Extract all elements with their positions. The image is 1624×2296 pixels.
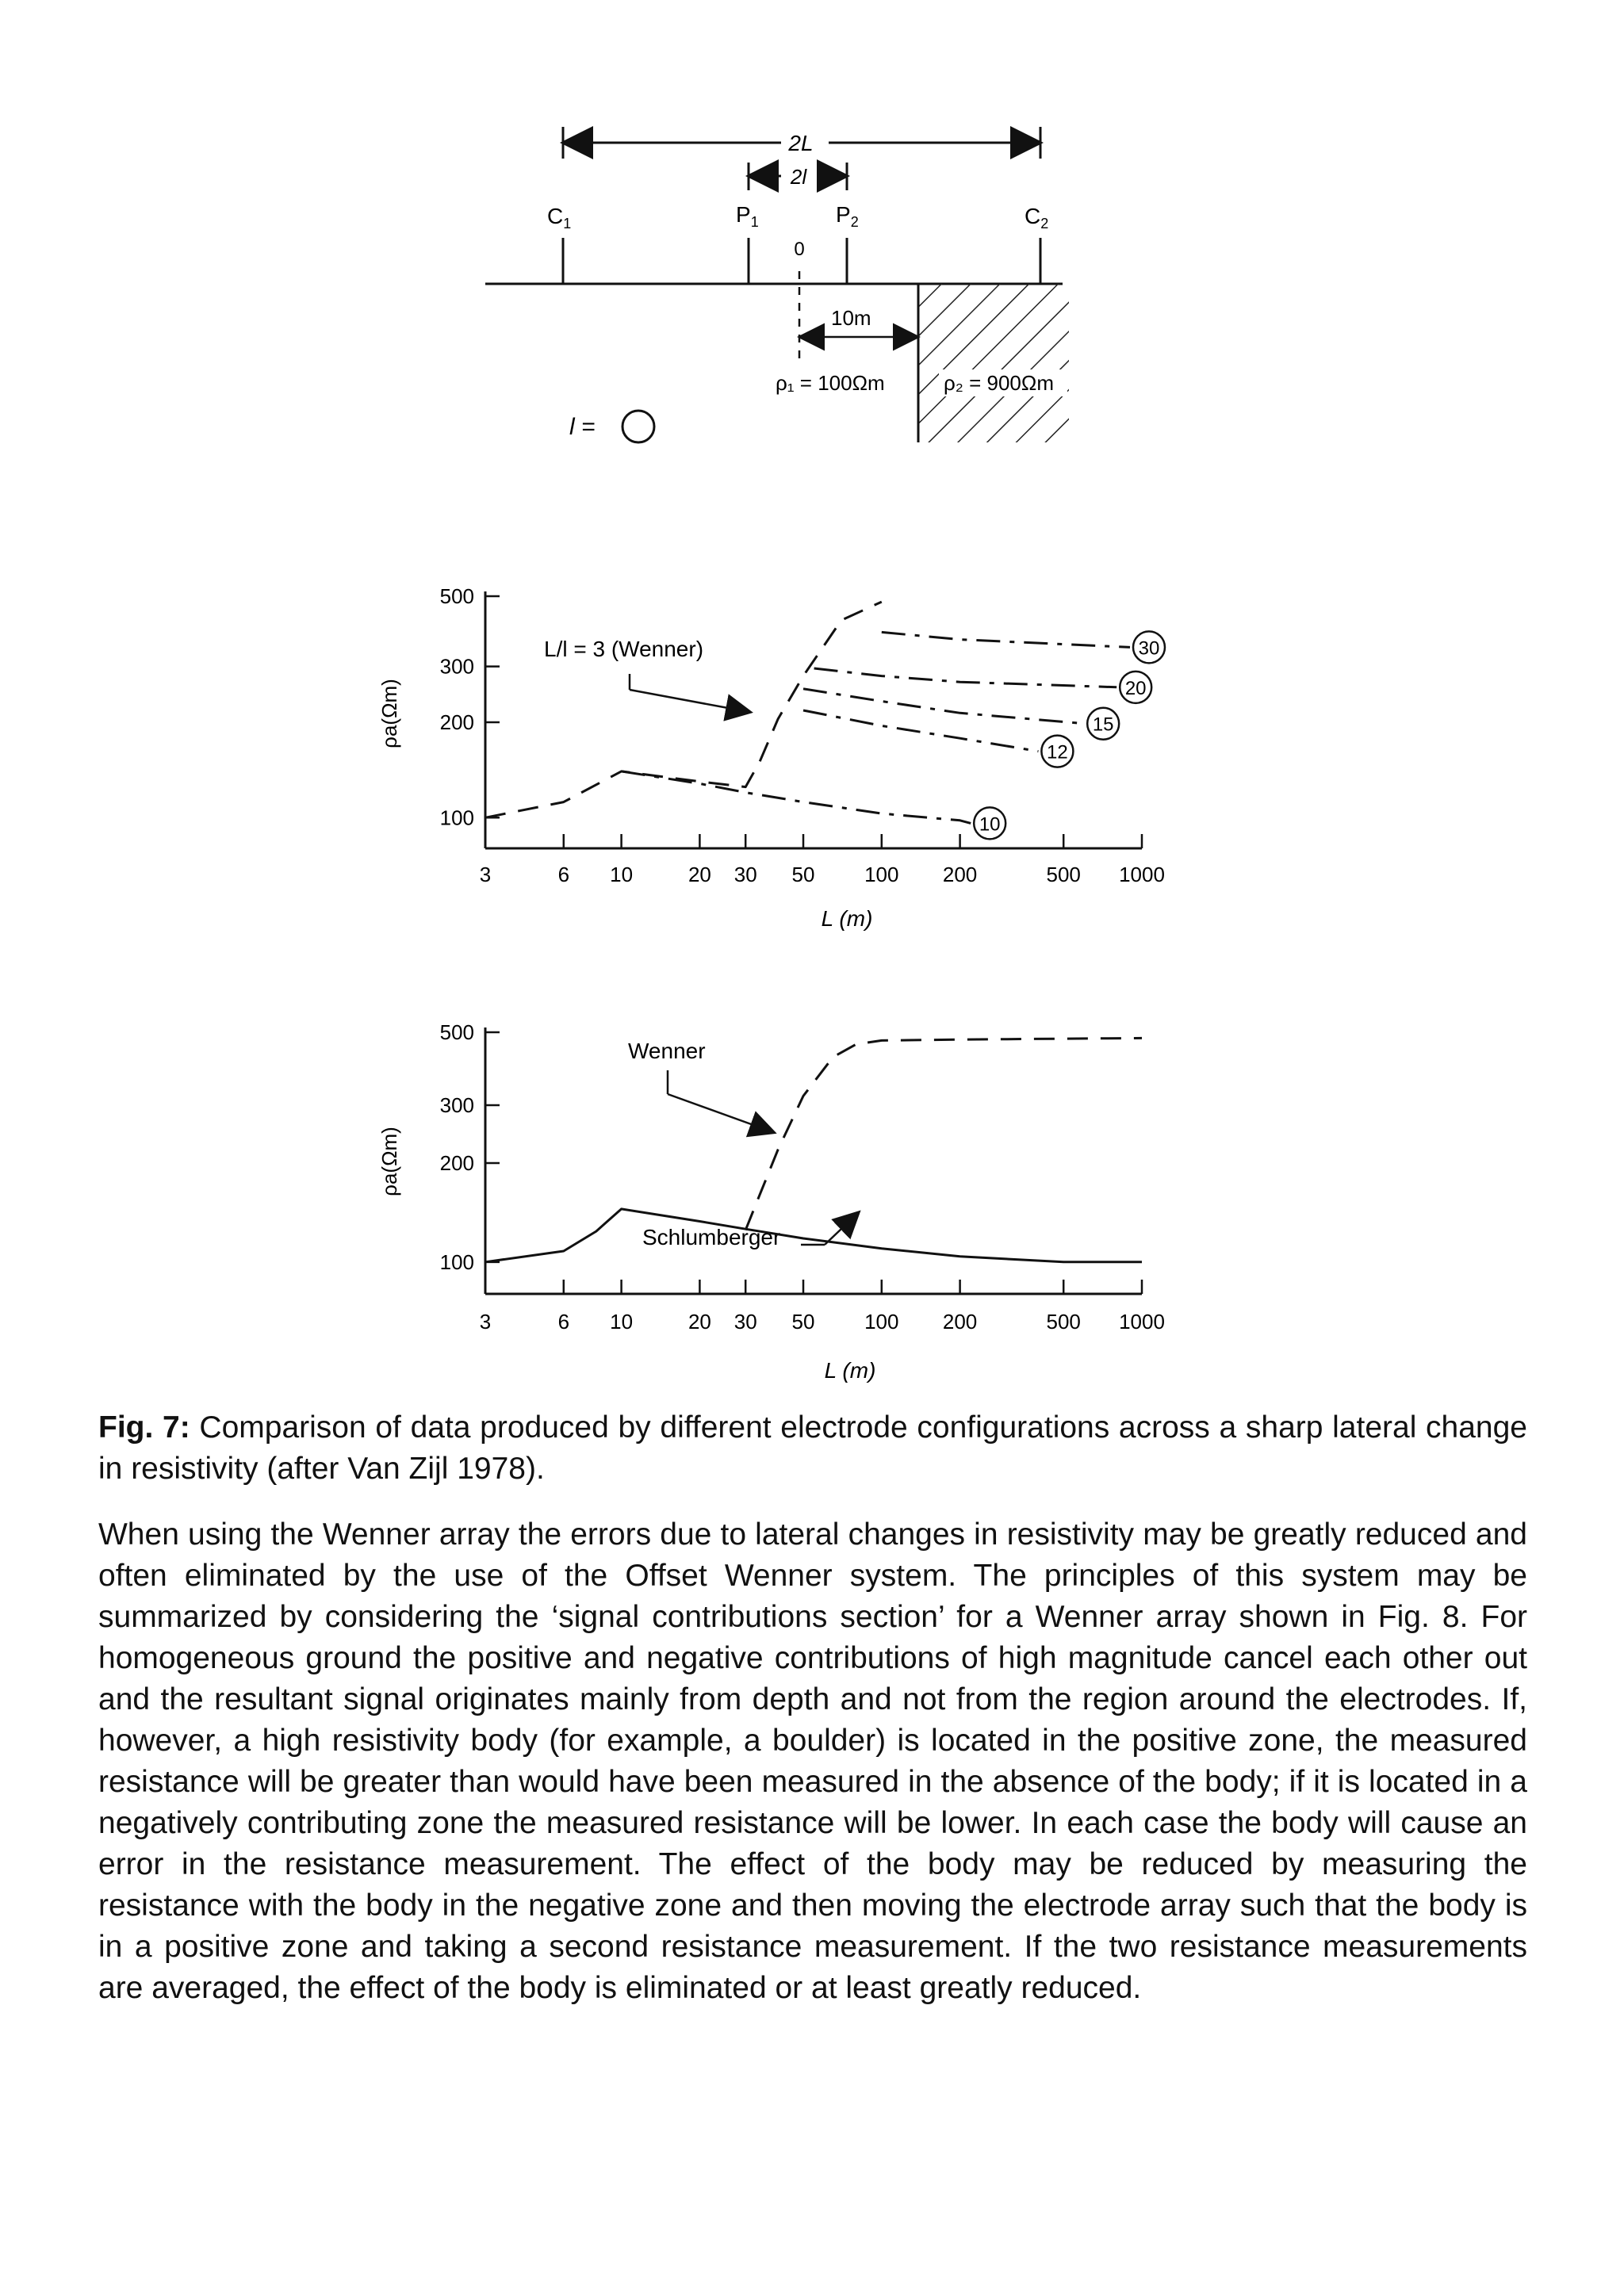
chart-2-axes	[440, 1020, 1165, 1334]
x-tick-label: 1000	[1119, 863, 1165, 886]
electrode-diagram	[485, 127, 1069, 442]
x-tick-label: 6	[557, 1310, 570, 1334]
x-tick-label: 500	[1046, 863, 1081, 886]
curve-tag-label: 15	[1092, 714, 1114, 736]
center-label: 0	[794, 239, 805, 260]
span-2L-label: 2L	[788, 131, 814, 155]
curve-tag-label: 30	[1138, 637, 1160, 660]
l-circle-icon	[622, 411, 654, 442]
chart-2	[377, 1020, 1165, 1383]
chart-1-ylabel: ρa(Ωm)	[377, 679, 401, 748]
x-tick-label: 20	[688, 1310, 711, 1334]
x-tick-label: 100	[864, 1310, 899, 1334]
y-tick-label: 300	[439, 1093, 474, 1117]
x-tick-label: 500	[1046, 1310, 1081, 1334]
x-tick-label: 30	[733, 1310, 757, 1334]
x-tick-label: 10	[610, 1310, 634, 1334]
rho1-label: ρ₁ = 100Ωm	[776, 371, 885, 395]
chart-1	[377, 584, 1165, 931]
chart-2-label-wenner: Wenner	[628, 1039, 706, 1063]
chart-1-annotation: L/l = 3 (Wenner)	[544, 637, 704, 661]
chart-2-schlumberger-arrow	[825, 1213, 858, 1245]
span-2l-label: 2l	[790, 165, 807, 189]
series-10-line	[622, 771, 971, 824]
offset-label: 10m	[831, 306, 871, 330]
high-resistivity-block	[918, 284, 1069, 442]
figure-caption	[98, 1407, 1527, 1490]
series-15-line	[803, 689, 1084, 724]
chart-2-xlabel: L (m)	[824, 1358, 876, 1383]
chart-2-label-schlumberger: Schlumberger	[642, 1225, 781, 1249]
chart-1-annotation-arrow	[630, 690, 749, 712]
body-paragraph: When using the Wenner array the errors due to lateral changes in resistivity may be greatly reduced and often eliminated by the use of the Offset Wenner system. The principles of this system may be summarized by considering the ‘signal contributions section’ for a Wenner array shown in Fig. 8. For homogeneous ground the positive and negative contributions of high magnitude cancel each other out and the resultant signal originates mainly from depth and not from the region around the electrodes. If, however, a high resistivity body (for example, a boulder) is located in the positive zone, the measured resistance will be greater than would have been measured in the absence of the body; if it is located in a negatively contributing zone the measured resistance will be lower. In each case the body will cause an error in the resistance measurement. The effect of the body may be reduced by measuring the resistance with the body in the negative zone and then moving the electrode array such that the body is in a positive zone and taking a second resistance measurement. If the two resistance measurements are averaged, the effect of the body is eliminated or at least greatly reduced.	[98, 1517, 1527, 2005]
x-tick-label: 1000	[1119, 1310, 1165, 1334]
x-tick-label: 100	[864, 863, 899, 886]
chart-2-wenner-arrow	[668, 1094, 773, 1132]
y-tick-label: 500	[439, 584, 474, 608]
electrode-p2-label: $P_2$	[836, 202, 859, 230]
series-schlumberger-line	[485, 1209, 1142, 1262]
series-wenner-line	[485, 602, 882, 817]
y-tick-label: 200	[439, 710, 474, 734]
x-tick-label: 50	[791, 1310, 815, 1334]
curve-tag-label: 10	[979, 813, 1001, 836]
series-30-line	[882, 632, 1130, 647]
electrode-c1-label: $C_1$	[547, 204, 572, 232]
x-tick-label: 3	[479, 863, 492, 886]
electrode-p1-label: $P_1$	[736, 202, 759, 230]
y-tick-label: 500	[439, 1020, 474, 1044]
y-tick-label: 300	[439, 654, 474, 679]
curve-tag-label: 20	[1124, 677, 1147, 699]
x-tick-label: 6	[557, 863, 570, 886]
x-tick-label: 10	[610, 863, 634, 886]
caption-text: Comparison of data produced by different electrode configurations across a sharp lateral change in resistivity (after Van Zijl 1978).	[98, 1410, 1527, 1486]
l-equals-label: l =	[569, 414, 596, 440]
x-tick-label: 50	[791, 863, 815, 886]
series-20-line	[814, 668, 1117, 687]
chart-1-xlabel: L (m)	[821, 906, 873, 931]
curve-tag-label: 12	[1047, 741, 1068, 763]
x-tick-label: 200	[942, 1310, 978, 1334]
x-tick-label: 20	[688, 863, 711, 886]
y-tick-label: 200	[439, 1151, 474, 1175]
chart-2-ylabel: ρa(Ωm)	[377, 1127, 401, 1196]
series-wenner-line	[745, 1038, 1142, 1230]
x-tick-label: 200	[942, 863, 978, 886]
rho2-label: ρ₂ = 900Ωm	[944, 371, 1054, 395]
x-tick-label: 3	[479, 1310, 492, 1334]
y-tick-label: 100	[439, 1249, 474, 1274]
caption-label: Fig. 7:	[98, 1410, 190, 1445]
electrode-c2-label: $C_2$	[1025, 204, 1049, 232]
y-tick-label: 100	[439, 806, 474, 830]
x-tick-label: 30	[733, 863, 757, 886]
